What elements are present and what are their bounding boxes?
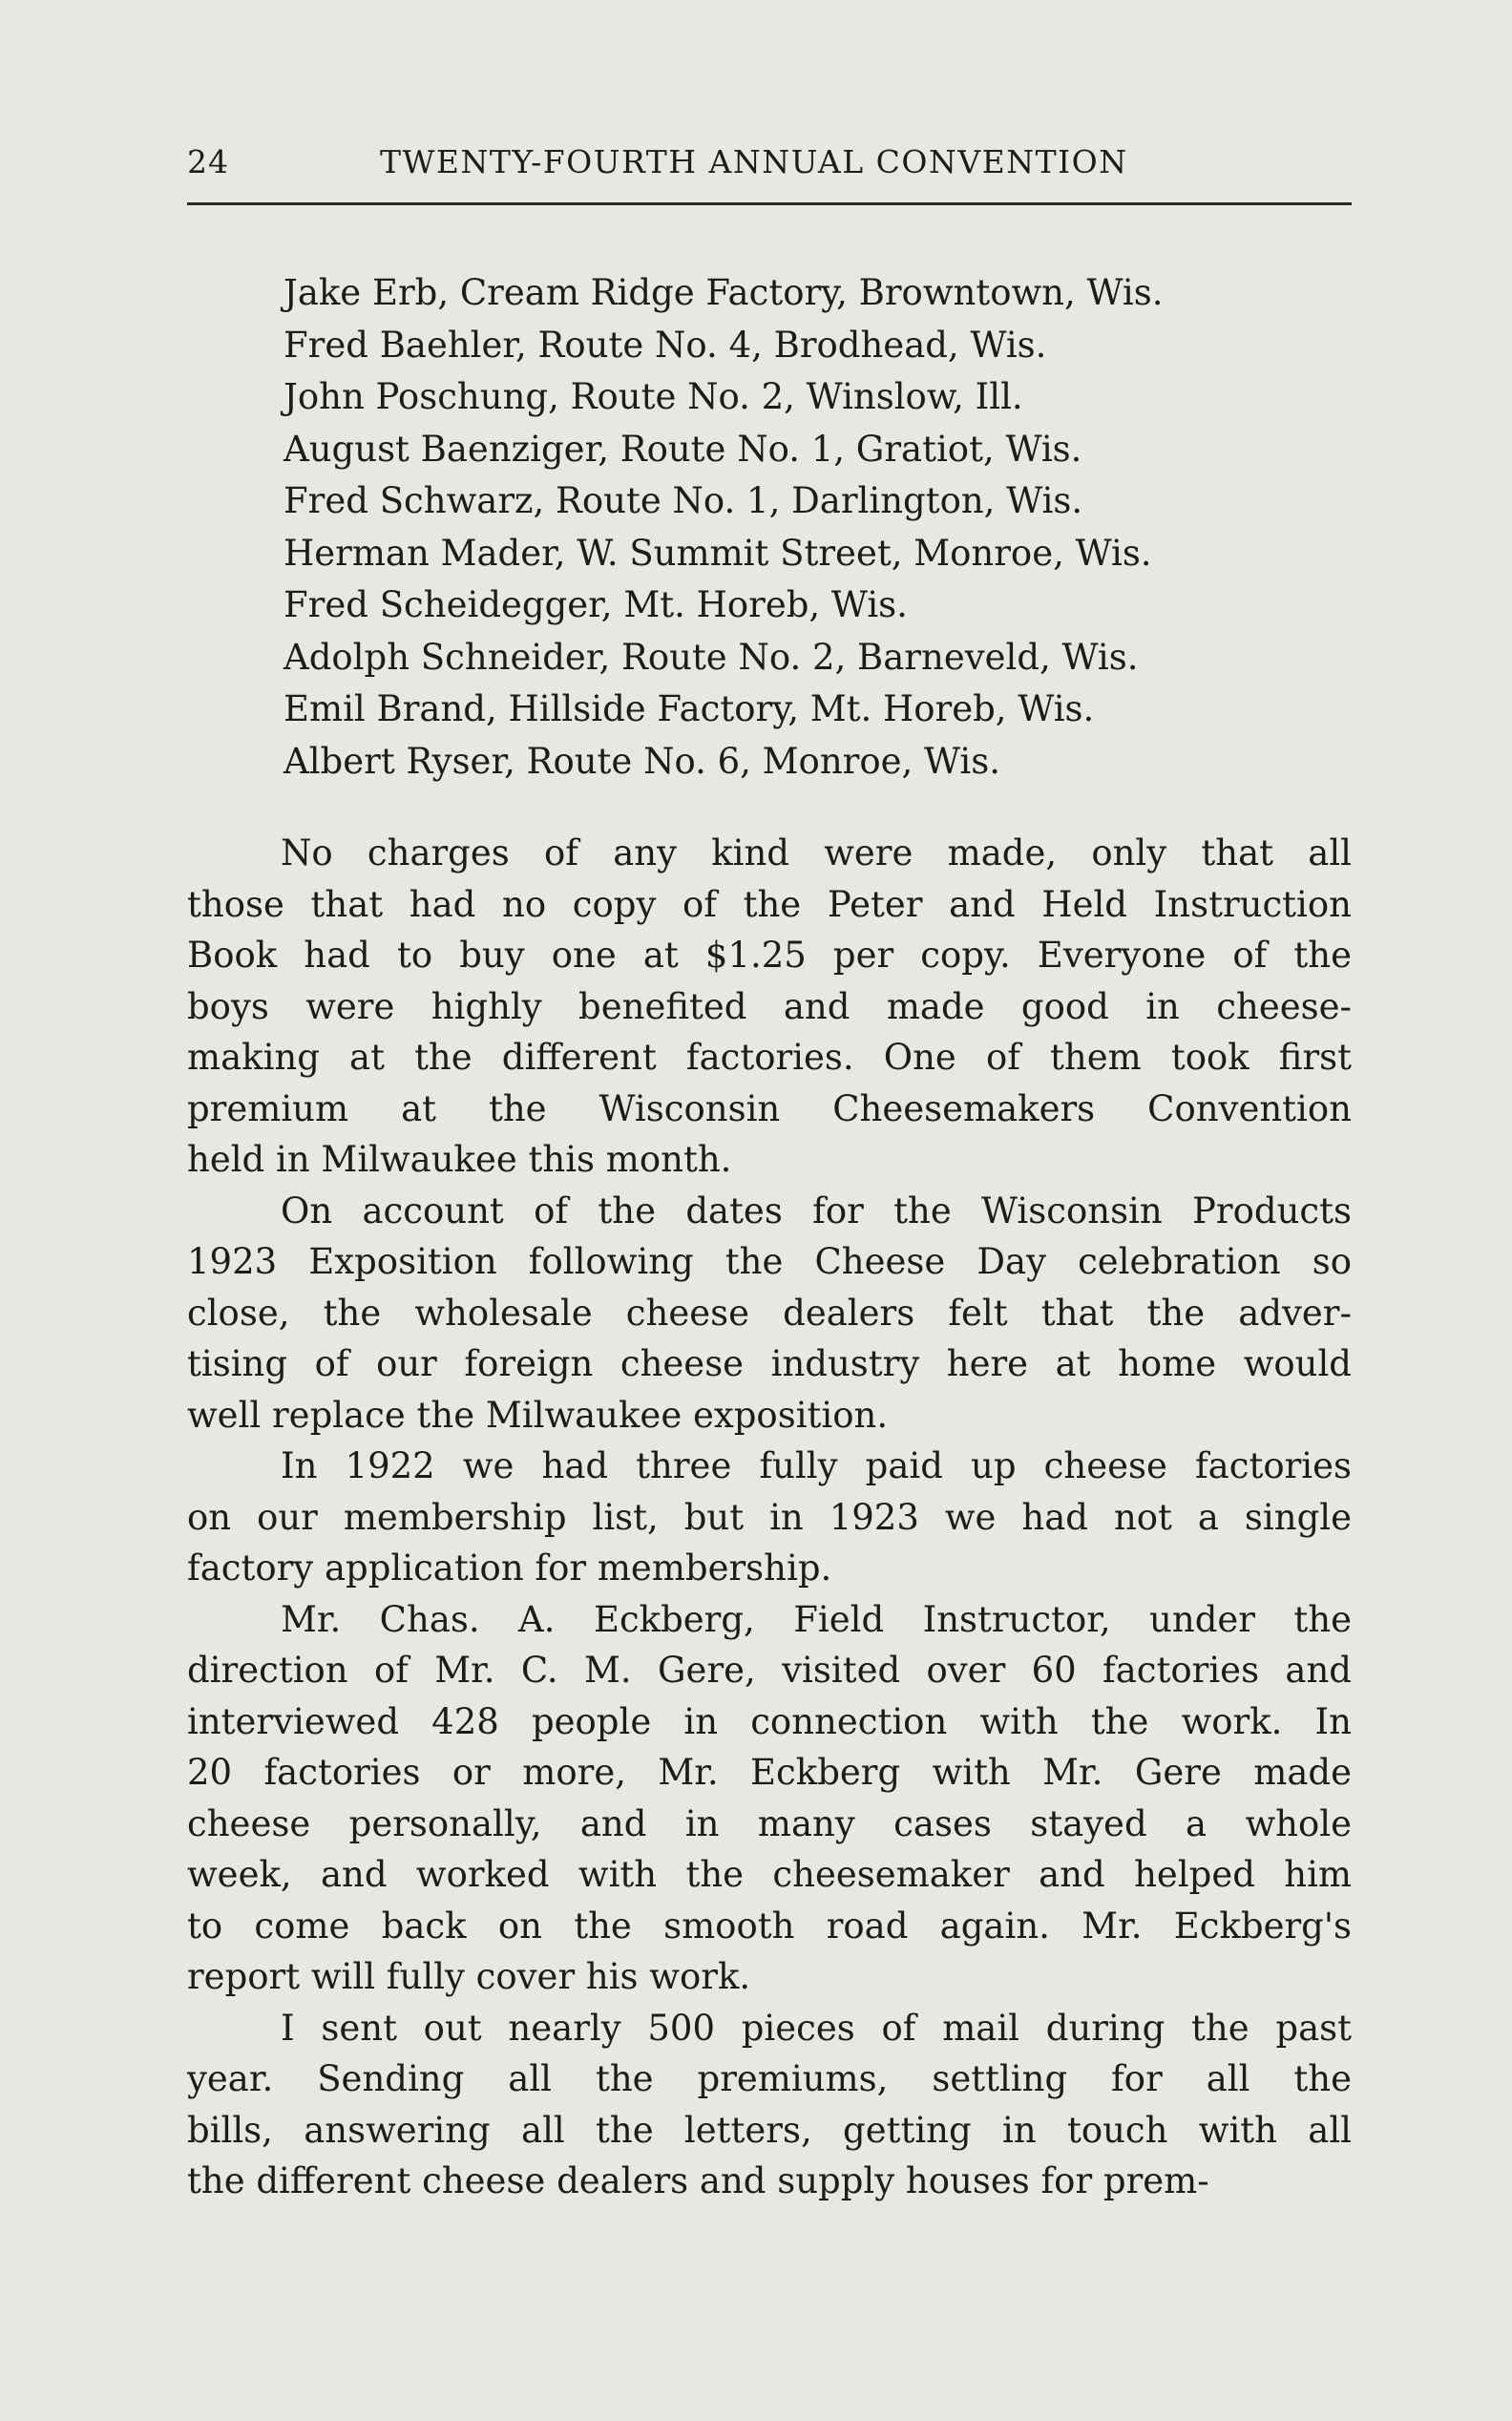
text-line: factory application for membership. [187,1547,832,1589]
text-line: bills, answering all the letters, getting in touch with all [187,2109,1352,2151]
text-line: report will fully cover his work. [187,1956,751,1997]
name-list-item: Adolph Schneider, Route No. 2, Barneveld, Wis. [284,636,1139,678]
name-list-item: Jake Erb, Cream Ridge Factory, Browntown, Wis. [284,272,1164,313]
running-head: TWENTY-FOURTH ANNUAL CONVENTION [380,143,1128,180]
text-line: 20 factories or more, Mr. Eckberg with Mr. Gere made [187,1752,1352,1793]
text-line: tising of our foreign cheese industry here at home would [187,1343,1352,1384]
text-line: year. Sending all the premiums, settling for all the [187,2058,1352,2099]
text-line: close, the wholesale cheese dealers felt that the adver- [187,1292,1352,1334]
text-line: those that had no copy of the Peter and Held Instruction [187,883,1352,925]
paragraph [187,1594,1352,2003]
page-header [187,143,1352,191]
text-line: boys were highly benefited and made good in cheese- [187,985,1352,1027]
text-line: No charges of any kind were made, only that all [281,832,1352,874]
text-line: Mr. Chas. A. Eckberg, Field Instructor, under the [281,1598,1352,1640]
name-list-item: John Poschung, Route No. 2, Winslow, Ill. [284,376,1023,417]
paragraph [187,1441,1352,1594]
name-list-item: Fred Schwarz, Route No. 1, Darlington, Wis. [284,480,1083,521]
name-list [284,267,1362,788]
text-line: Book had to buy one at $1.25 per copy. Everyone of the [187,935,1352,976]
text-line: the different cheese dealers and supply houses for prem- [187,2160,1209,2201]
text-line: cheese personally, and in many cases stayed a whole [187,1802,1352,1844]
text-line: direction of Mr. C. M. Gere, visited over 60 factories and [187,1650,1352,1691]
text-line: I sent out nearly 500 pieces of mail during the past [281,2007,1352,2049]
text-line: interviewed 428 people in connection with the work. In [187,1700,1352,1742]
text-line: In 1922 we had three fully paid up cheese factories [281,1445,1352,1486]
header-rule [187,202,1352,205]
text-line: held in Milwaukee this month. [187,1139,732,1180]
name-list-item: Herman Mader, W. Summit Street, Monroe, Wis. [284,532,1152,574]
text-line: to come back on the smooth road again. Mr. Eckberg's [187,1905,1352,1947]
name-list-item: Albert Ryser, Route No. 6, Monroe, Wis. [284,740,1001,782]
name-list-item: August Baenziger, Route No. 1, Gratiot, Wis. [284,428,1082,470]
text-line: well replace the Milwaukee exposition. [187,1394,889,1436]
text-line: on our membership list, but in 1923 we had not a single [187,1496,1352,1538]
name-list-item: Fred Scheidegger, Mt. Horeb, Wis. [284,584,908,625]
name-list-item: Emil Brand, Hillside Factory, Mt. Horeb, Wis. [284,688,1095,729]
text-line: 1923 Exposition following the Cheese Day celebration so [187,1241,1352,1282]
text-line: premium at the Wisconsin Cheesemakers Convention [187,1087,1352,1129]
text-line: making at the different factories. One of them took first [187,1037,1352,1078]
text-line: On account of the dates for the Wisconsin Products [281,1189,1352,1232]
page-number: 24 [187,143,229,180]
paragraph [187,2003,1352,2207]
body-text [187,828,1352,2207]
name-list-item: Fred Baehler, Route No. 4, Brodhead, Wis. [284,324,1047,366]
paragraph [187,1186,1352,1442]
text-line: week, and worked with the cheesemaker and helped him [187,1854,1352,1895]
paragraph [187,828,1352,1186]
